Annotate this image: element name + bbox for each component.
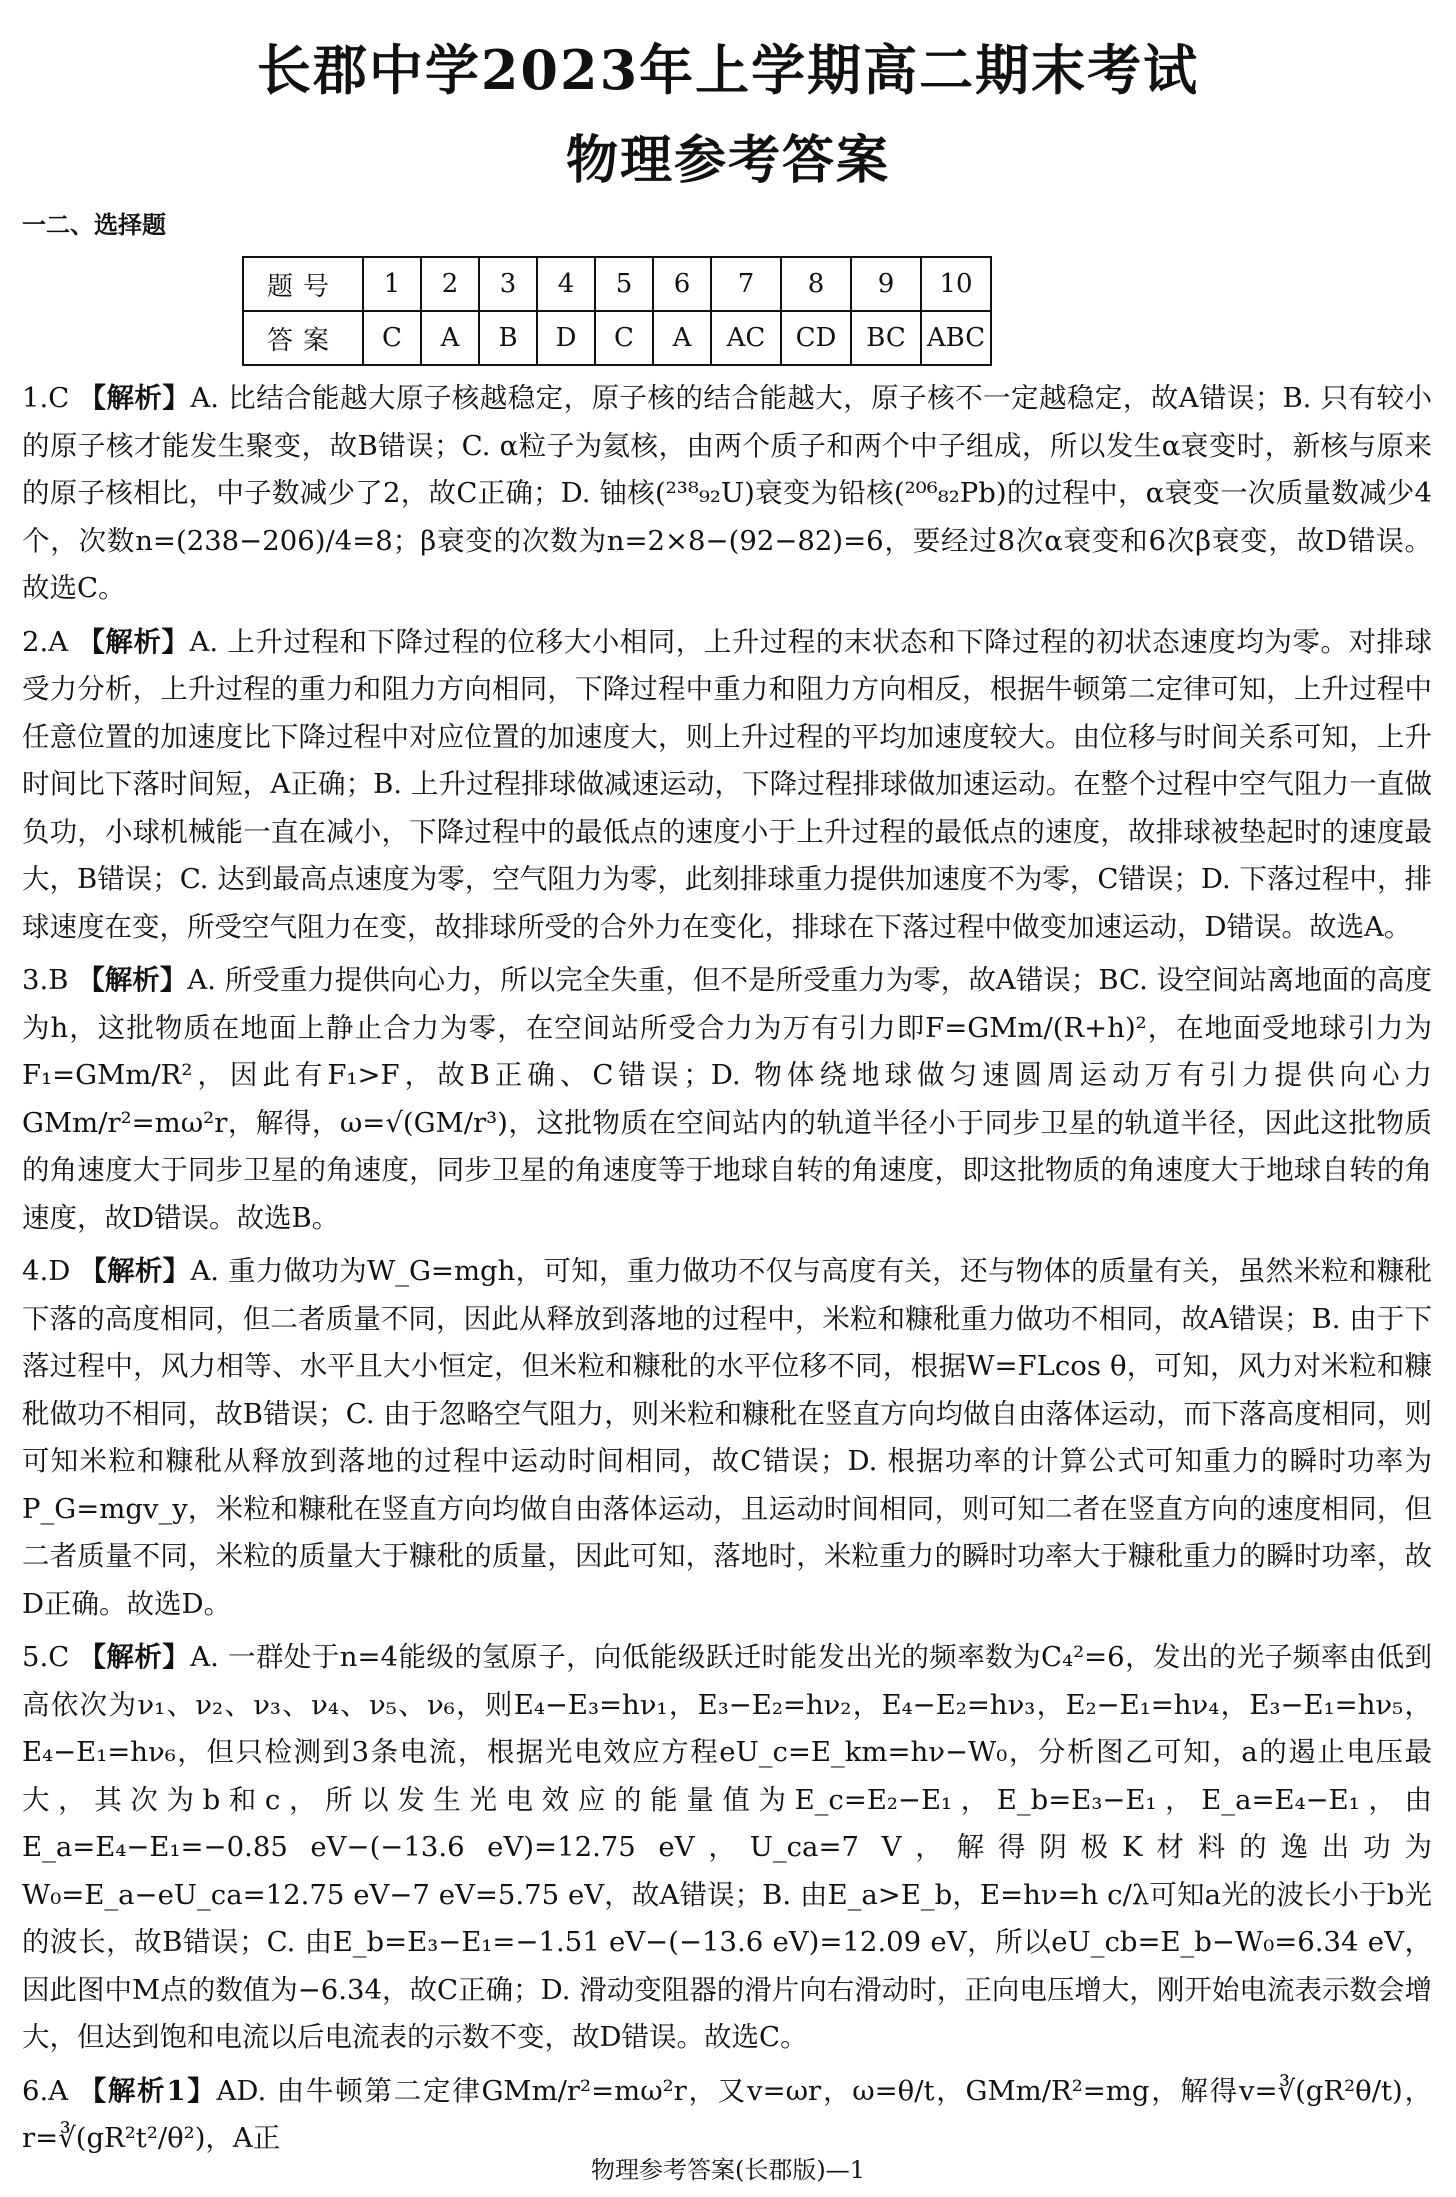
answer-row xyxy=(243,311,991,365)
answer-cell: CD xyxy=(781,311,851,365)
answer-cell: A xyxy=(653,311,711,365)
solution-number: 2.A xyxy=(22,625,69,658)
question-number: 4 xyxy=(537,257,595,311)
question-number: 8 xyxy=(781,257,851,311)
solution-text: A. 一群处于n=4能级的氢原子，向低能级跃迁时能发出光的频率数为C₄²=6，发出的光子频率由低到高依次为ν₁、ν₂、ν₃、ν₄、ν₅、ν₆，则E₄−E₃=hν₁，E₃−E₂=hν₂，E₄−E₂=hν₃，E₂−E₁=hν₄，E₃−E₁=hν₅，E₄−E₁=hν₆，但只检测到3条电流，根据光电效应方程eU_c=E_km=hν−W₀，分析图乙可知，a的遏止电压最大，其次为b和c，所以发生光电效应的能量值为E_c=E₂−E₁，E_b=E₃−E₁，E_a=E₄−E₁，由E_a=E₄−E₁=−0.85 eV−(−13.6 eV)=12.75 eV，U_ca=7 V，解得阴极K材料的逸出功为W₀=E_a−eU_ca=12.75 eV−7 eV=5.75 eV，故A错误；B. 由E_a>E_b，E=hν=h c/λ可知a光的波长小于b光的波长，故B错误；C. 由E_b=E₃−E₁=−1.51 eV−(−13.6 eV)=12.09 eV，所以eU_cb=E_b−W₀=6.34 eV，因此图中M点的数值为−6.34，故C正确；D. 滑动变阻器的滑片向右滑动时，正向电压增大，刚开始电流表示数会增大，但达到饱和电流以后电流表的示数不变，故D错误。故选C。 xyxy=(22,1641,1433,2053)
solution-number: 6.A xyxy=(22,2074,69,2107)
solution-number: 3.B xyxy=(22,964,69,996)
answer-key-title: 物理参考答案 xyxy=(565,130,890,191)
solution-number: 4.D xyxy=(22,1255,71,1287)
row-label-answer: 答案 xyxy=(243,311,363,365)
answer-cell: D xyxy=(537,311,595,365)
solution-4 xyxy=(22,1248,1432,1628)
answer-table xyxy=(242,256,992,366)
question-number: 2 xyxy=(421,257,479,311)
answer-cell: C xyxy=(363,311,421,365)
section-heading: 一二、选择题 xyxy=(22,211,166,239)
solution-1 xyxy=(22,375,1432,613)
analysis-tag: 【解析】 xyxy=(79,1255,191,1287)
question-number: 10 xyxy=(921,257,991,311)
solution-text: A. 上升过程和下降过程的位移大小相同，上升过程的末状态和下降过程的初状态速度均为零。对排球受力分析，上升过程的重力和阻力方向相同，下降过程中重力和阻力方向相反，根据牛顿第二定律可知，上升过程中任意位置的加速度比下降过程中对应位置的加速度大，则上升过程的平均加速度较大。由位移与时间关系可知，上升时间比下落时间短，A正确；B. 上升过程排球做减速运动，下降过程排球做加速运动。在整个过程中空气阻力一直做负功，小球机械能一直在减小，下降过程中的最低点的速度小于上升过程的最低点的速度，故排球被垫起时的速度最大，B错误；C. 达到最高点速度为零，空气阻力为零，此刻排球重力提供加速度不为零，C错误；D. 下落过程中，排球速度在变，所受空气阻力在变，故排球所受的合外力在变化，排球在下落过程中做变加速运动，D错误。故选A。 xyxy=(22,625,1433,943)
question-number: 3 xyxy=(479,257,537,311)
answer-cell: BC xyxy=(851,311,921,365)
page-footer: 物理参考答案(长郡版)—1 xyxy=(591,2156,865,2184)
solution-text: A. 所受重力提供向心力，所以完全失重，但不是所受重力为零，故A错误；BC. 设空间站离地面的高度为h，这批物质在地面上静止合力为零，在空间站所受合力为万有引力即F=GMm/(R+h)²，在地面受地球引力为F₁=GMm/R²，因此有F₁>F，故B正确、C错误；D. 物体绕地球做匀速圆周运动万有引力提供向心力GMm/r²=mω²r，解得，ω=√(GM/r³)，这批物质在空间站内的轨道半径小于同步卫星的轨道半径，因此这批物质的角速度大于同步卫星的角速度，同步卫星的角速度等于地球自转的角速度，即这批物质的角速度大于地球自转的角速度，故D错误。故选B。 xyxy=(22,964,1432,1234)
solution-6 xyxy=(22,2068,1432,2163)
question-number: 5 xyxy=(595,257,653,311)
question-number: 7 xyxy=(711,257,781,311)
analysis-tag: 【解析1】 xyxy=(78,2074,217,2107)
solution-5 xyxy=(22,1634,1432,2062)
row-label-number: 题号 xyxy=(243,257,363,311)
question-number: 9 xyxy=(851,257,921,311)
solution-number: 5.C xyxy=(22,1641,70,1673)
analysis-tag: 【解析】 xyxy=(77,964,188,996)
solution-text: A. 重力做功为W_G=mgh，可知，重力做功不仅与高度有关，还与物体的质量有关，虽然米粒和糠秕下落的高度相同，但二者质量不同，因此从释放到落地的过程中，米粒和糠秕重力做功不相同，故A错误；B. 由于下落过程中，风力相等、水平且大小恒定，但米粒和糠秕的水平位移不同，根据W=FLcos θ，可知，风力对米粒和糠秕做功不相同，故B错误；C. 由于忽略空气阻力，则米粒和糠秕在竖直方向均做自由落体运动，而下落高度相同，则可知米粒和糠秕从释放到落地的过程中运动时间相同，故C错误；D. 根据功率的计算公式可知重力的瞬时功率为P_G=mgv_y，米粒和糠秕在竖直方向均做自由落体运动，且运动时间相同，则可知二者在竖直方向的速度相同，但二者质量不同，米粒的质量大于糠秕的质量，因此可知，落地时，米粒重力的瞬时功率大于糠秕重力的瞬时功率，故D正确。故选D。 xyxy=(22,1255,1432,1620)
solution-3 xyxy=(22,957,1432,1242)
analysis-tag: 【解析】 xyxy=(78,382,191,414)
answer-cell: B xyxy=(479,311,537,365)
exam-title: 长郡中学2023年上学期高二期末考试 xyxy=(256,38,1200,102)
answer-cell: C xyxy=(595,311,653,365)
answer-cell: AC xyxy=(711,311,781,365)
solutions-body xyxy=(22,375,1432,2169)
question-number: 6 xyxy=(653,257,711,311)
solution-text: A. 比结合能越大原子核越稳定，原子核的结合能越大，原子核不一定越稳定，故A错误；B. 只有较小的原子核才能发生聚变，故B错误；C. α粒子为氦核，由两个质子和两个中子组成，所以发生α衰变时，新核与原来的原子核相比，中子数减少了2，故C正确；D. 铀核(²³⁸₉₂U)衰变为铅核(²⁰⁶₈₂Pb)的过程中，α衰变一次质量数减少4个，次数n=(238−206)/4=8；β衰变的次数为n=2×8−(92−82)=6，要经过8次α衰变和6次β衰变，故D错误。故选C。 xyxy=(22,382,1433,604)
answer-cell: A xyxy=(421,311,479,365)
analysis-tag: 【解析】 xyxy=(77,625,190,658)
solution-2 xyxy=(22,619,1432,952)
question-number-row xyxy=(243,257,991,311)
question-number: 1 xyxy=(363,257,421,311)
answer-cell: ABC xyxy=(921,311,991,365)
solution-text: AD. 由牛顿第二定律GMm/r²=mω²r，又v=ωr，ω=θ/t，GMm/R²=mg，解得v=∛(gR²θ/t)，r=∛(gR²t²/θ²)，A正 xyxy=(22,2074,1432,2154)
analysis-tag: 【解析】 xyxy=(78,1641,191,1673)
solution-number: 1.C xyxy=(22,382,70,414)
